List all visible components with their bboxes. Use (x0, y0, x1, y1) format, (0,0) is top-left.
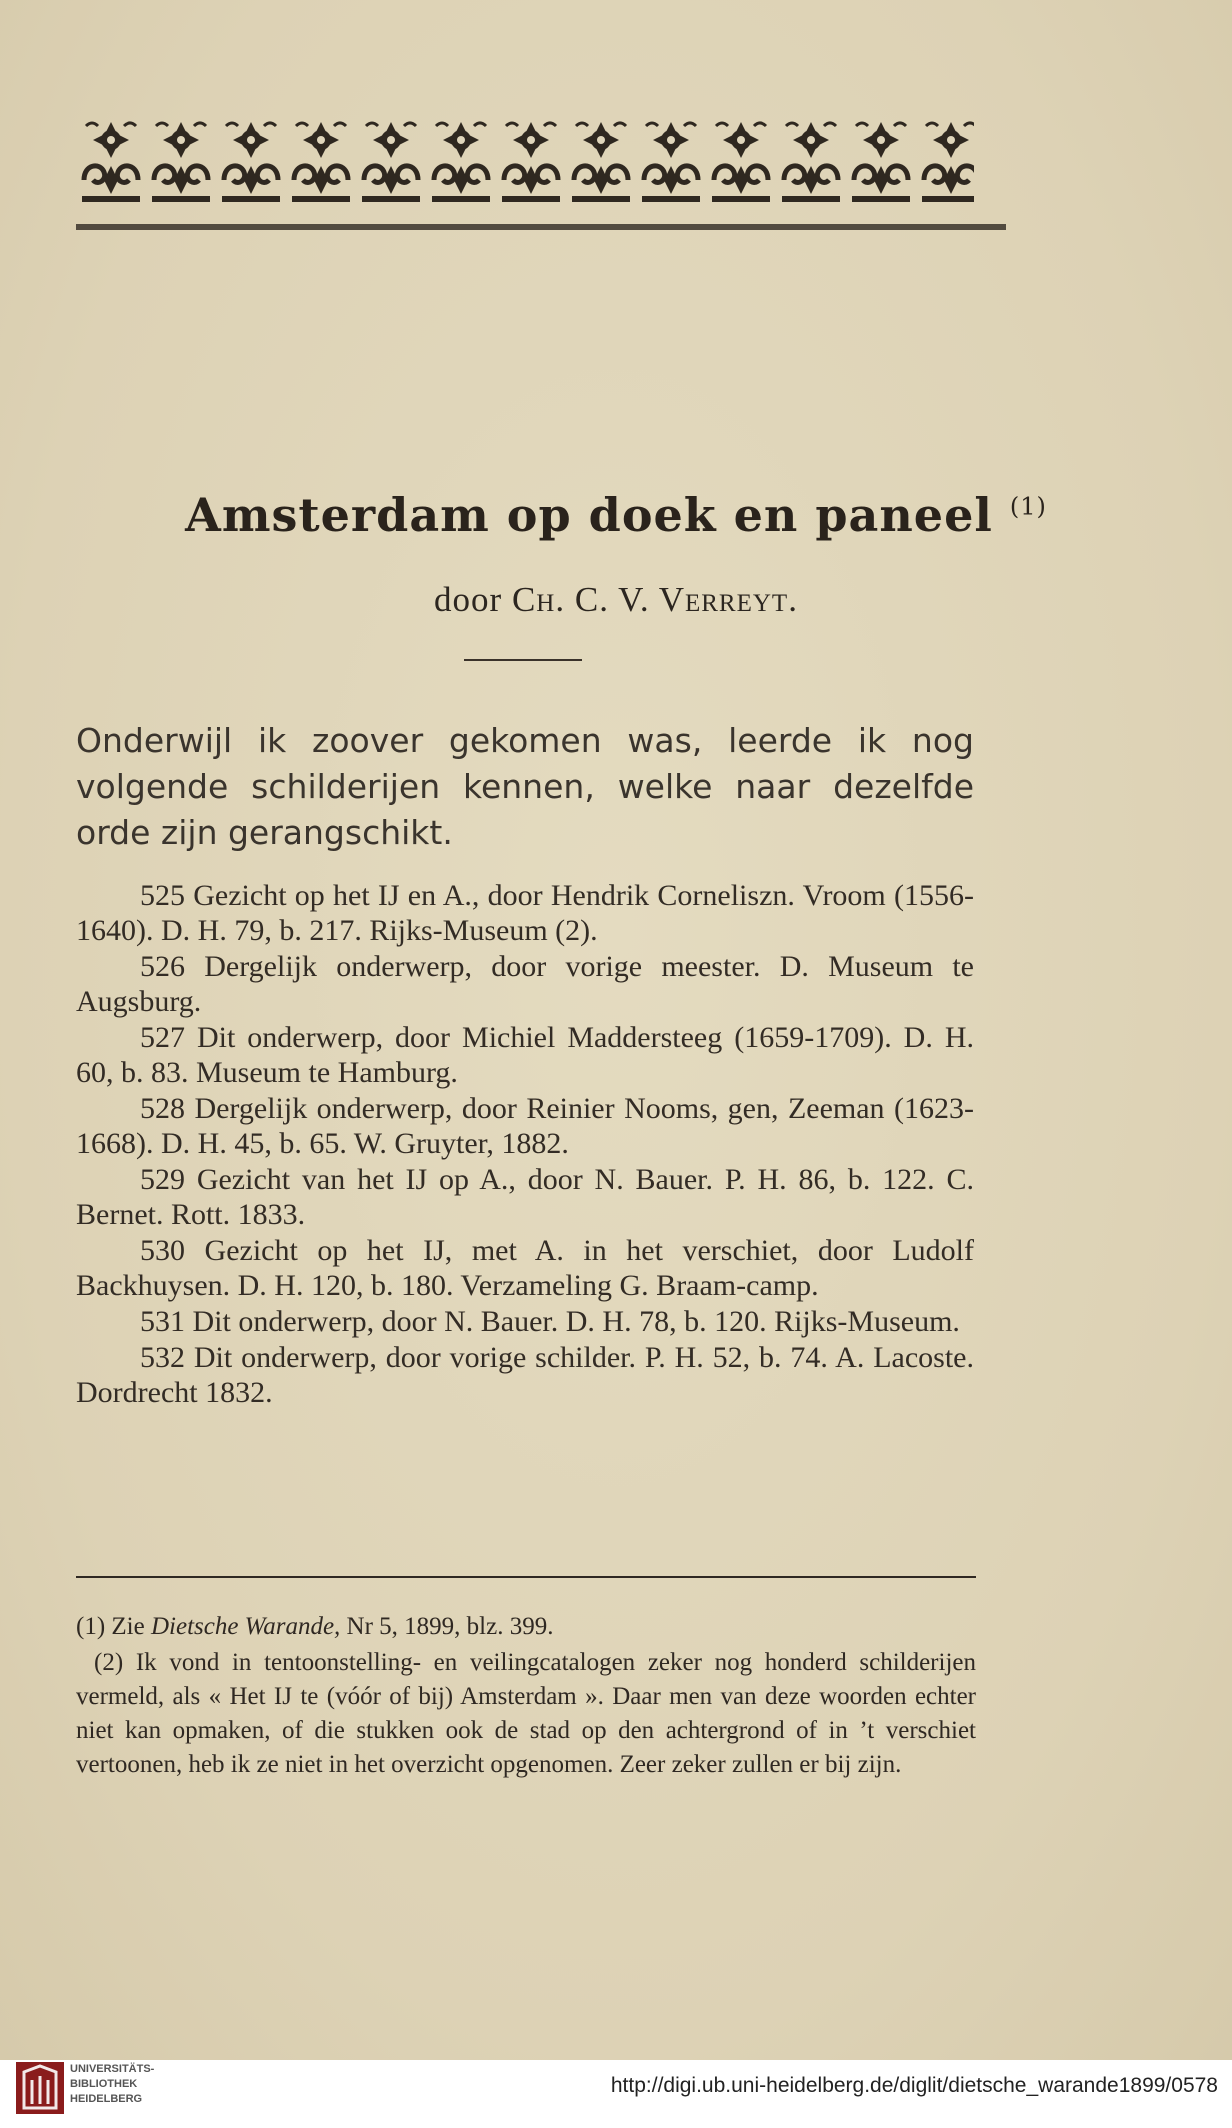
list-item: 529 Gezicht van het IJ op A., door N. Bauer. P. H. 86, b. 122. C. Bernet. Rott. 1833. (76, 1163, 974, 1231)
list-item: 530 Gezicht op het IJ, met A. in het verschiet, door Ludolf Backhuysen. D. H. 120, b. 180. Verzameling G. Braam-camp. (76, 1234, 974, 1302)
list-item: 525 Gezicht op het IJ en A., door Hendrik Corneliszn. Vroom (1556-1640). D. H. 79, b. 217. Rijks-Museum (2). (76, 879, 974, 947)
list-item: 527 Dit onderwerp, door Michiel Maddersteeg (1659-1709). D. H. 60, b. 83. Museum te Hamburg. (76, 1021, 974, 1089)
list-item: 531 Dit onderwerp, door N. Bauer. D. H. 78, b. 120. Rijks-Museum. (140, 1305, 960, 1338)
footnote-1-journal: Dietsche Warande, (150, 1613, 341, 1640)
footnote-1-rest: Nr 5, 1899, blz. 399. (340, 1613, 554, 1640)
source-url-link[interactable]: http://digi.ub.uni-heidelberg.de/diglit/dietsche_warande1899/0578 (610, 2074, 1218, 2097)
list-item: 528 Dergelijk onderwerp, door Reinier Nooms, gen, Zeeman (1623-1668). D. H. 45, b. 65. W. Gruyter, 1882. (76, 1092, 974, 1160)
library-seal-icon (14, 2058, 66, 2118)
byline-prefix: door (434, 580, 503, 619)
intro-paragraph: Onderwijl ik zoover gekomen was, leerde ik nog volgende schilderijen kennen, welke naar dezelfde orde zijn gerangschikt. (76, 721, 974, 852)
footnote-1 (76, 1610, 976, 1644)
title-text: Amsterdam op doek en paneel (185, 488, 993, 542)
library-logo (14, 2058, 164, 2124)
library-name-line-2: BIBLIOTHEK (70, 2078, 138, 2090)
footnote-2: (2) Ik vond in tentoonstelling- en veilingcatalogen zeker nog honderd schilderijen vermeld, als « Het IJ te (vóór of bij) Amsterdam ». Daar men van deze woorden echter niet kan opmaken, of die stukken ook de stad op den achtergrond of in ’t verschiet vertoonen, heb ik ze niet in het overzicht opgenomen. Zeer zeker zullen er bij zijn. (76, 1649, 976, 1778)
footnotes (76, 1610, 976, 1784)
title-divider (464, 659, 582, 661)
footnote-1-prefix: (1) Zie (76, 1613, 151, 1640)
ornament-rule (76, 224, 1006, 230)
byline (0, 580, 1232, 620)
title-footnote-marker: (1) (1009, 492, 1047, 521)
list-item: 526 Dergelijk onderwerp, door vorige meester. D. Museum te Augsburg. (76, 950, 974, 1018)
library-name-line-1: UNIVERSITÄTS- (70, 2063, 155, 2075)
list-item: 532 Dit onderwerp, door vorige schilder. P. H. 52, b. 74. A. Lacoste. Dordrecht 1832. (76, 1341, 974, 1409)
footnote-separator (76, 1576, 976, 1578)
author-name: Ch. C. V. Verreyt. (511, 580, 798, 619)
decorative-ornament-band (76, 118, 974, 214)
article-title (0, 488, 1232, 542)
library-name-line-3: HEIDELBERG (70, 2093, 143, 2105)
painting-list (76, 878, 974, 1411)
